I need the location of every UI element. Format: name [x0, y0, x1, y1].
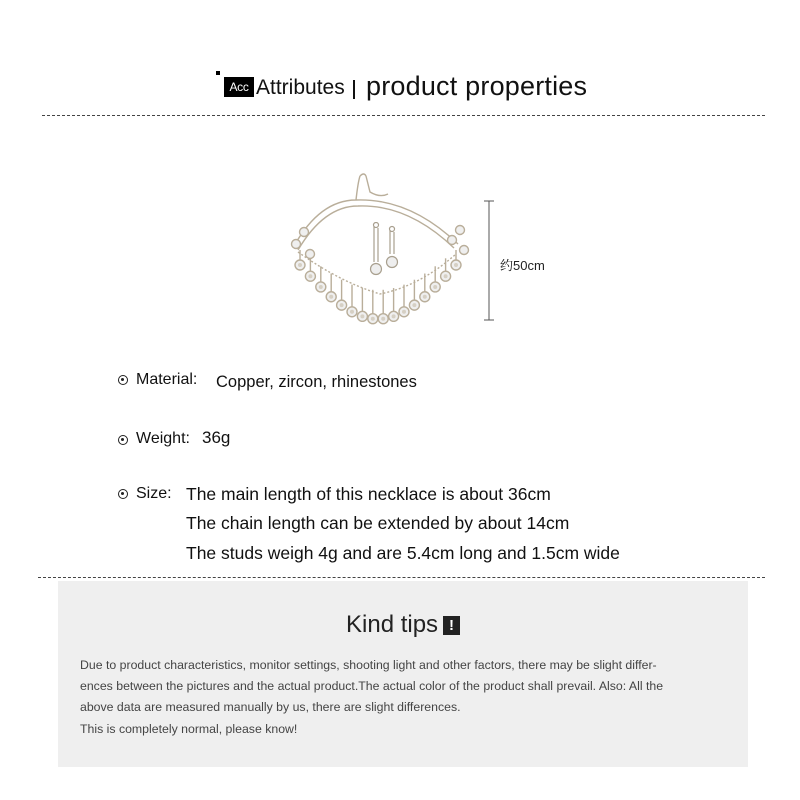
size-label: Size: [136, 485, 172, 502]
header-badge: Acc [224, 77, 254, 97]
tips-line: This is completely normal, please know! [80, 722, 298, 736]
kind-tips-title: Kind tips [346, 611, 439, 638]
header-dot [216, 71, 220, 75]
header-properties-title: product properties [366, 71, 588, 101]
tips-line: Due to product characteristics, monitor settings, shooting light and other factors, there may be slight differ- [80, 658, 657, 672]
size-line: The main length of this necklace is about 36cm [186, 484, 551, 504]
size-line: The chain length can be extended by about 14cm [186, 513, 570, 533]
tips-line: ences between the pictures and the actual product.The actual color of the product shall prevail. Also: All the [80, 679, 664, 693]
top-divider [42, 115, 765, 116]
weight-label: Weight: [136, 430, 190, 447]
size-line: The studs weigh 4g and are 5.4cm long and 1.5cm wide [186, 543, 620, 563]
earrings-image [362, 222, 406, 282]
exclamation-icon: ! [443, 616, 460, 635]
bottom-divider [38, 577, 765, 578]
size-bullet-icon [118, 489, 128, 499]
weight-value: 36g [202, 428, 231, 447]
measurement-bracket [482, 200, 496, 322]
material-label: Material: [136, 371, 198, 388]
weight-bullet-icon [118, 435, 128, 445]
tips-line: above data are measured manually by us, there are slight differences. [80, 700, 461, 714]
material-bullet-icon [118, 375, 128, 385]
measurement-label: 约50cm [500, 258, 545, 273]
material-value: Copper, zircon, rhinestones [216, 373, 417, 391]
header-separator [353, 80, 355, 99]
kind-tips-panel [58, 581, 748, 767]
header-attributes-title: Attributes [256, 76, 345, 99]
